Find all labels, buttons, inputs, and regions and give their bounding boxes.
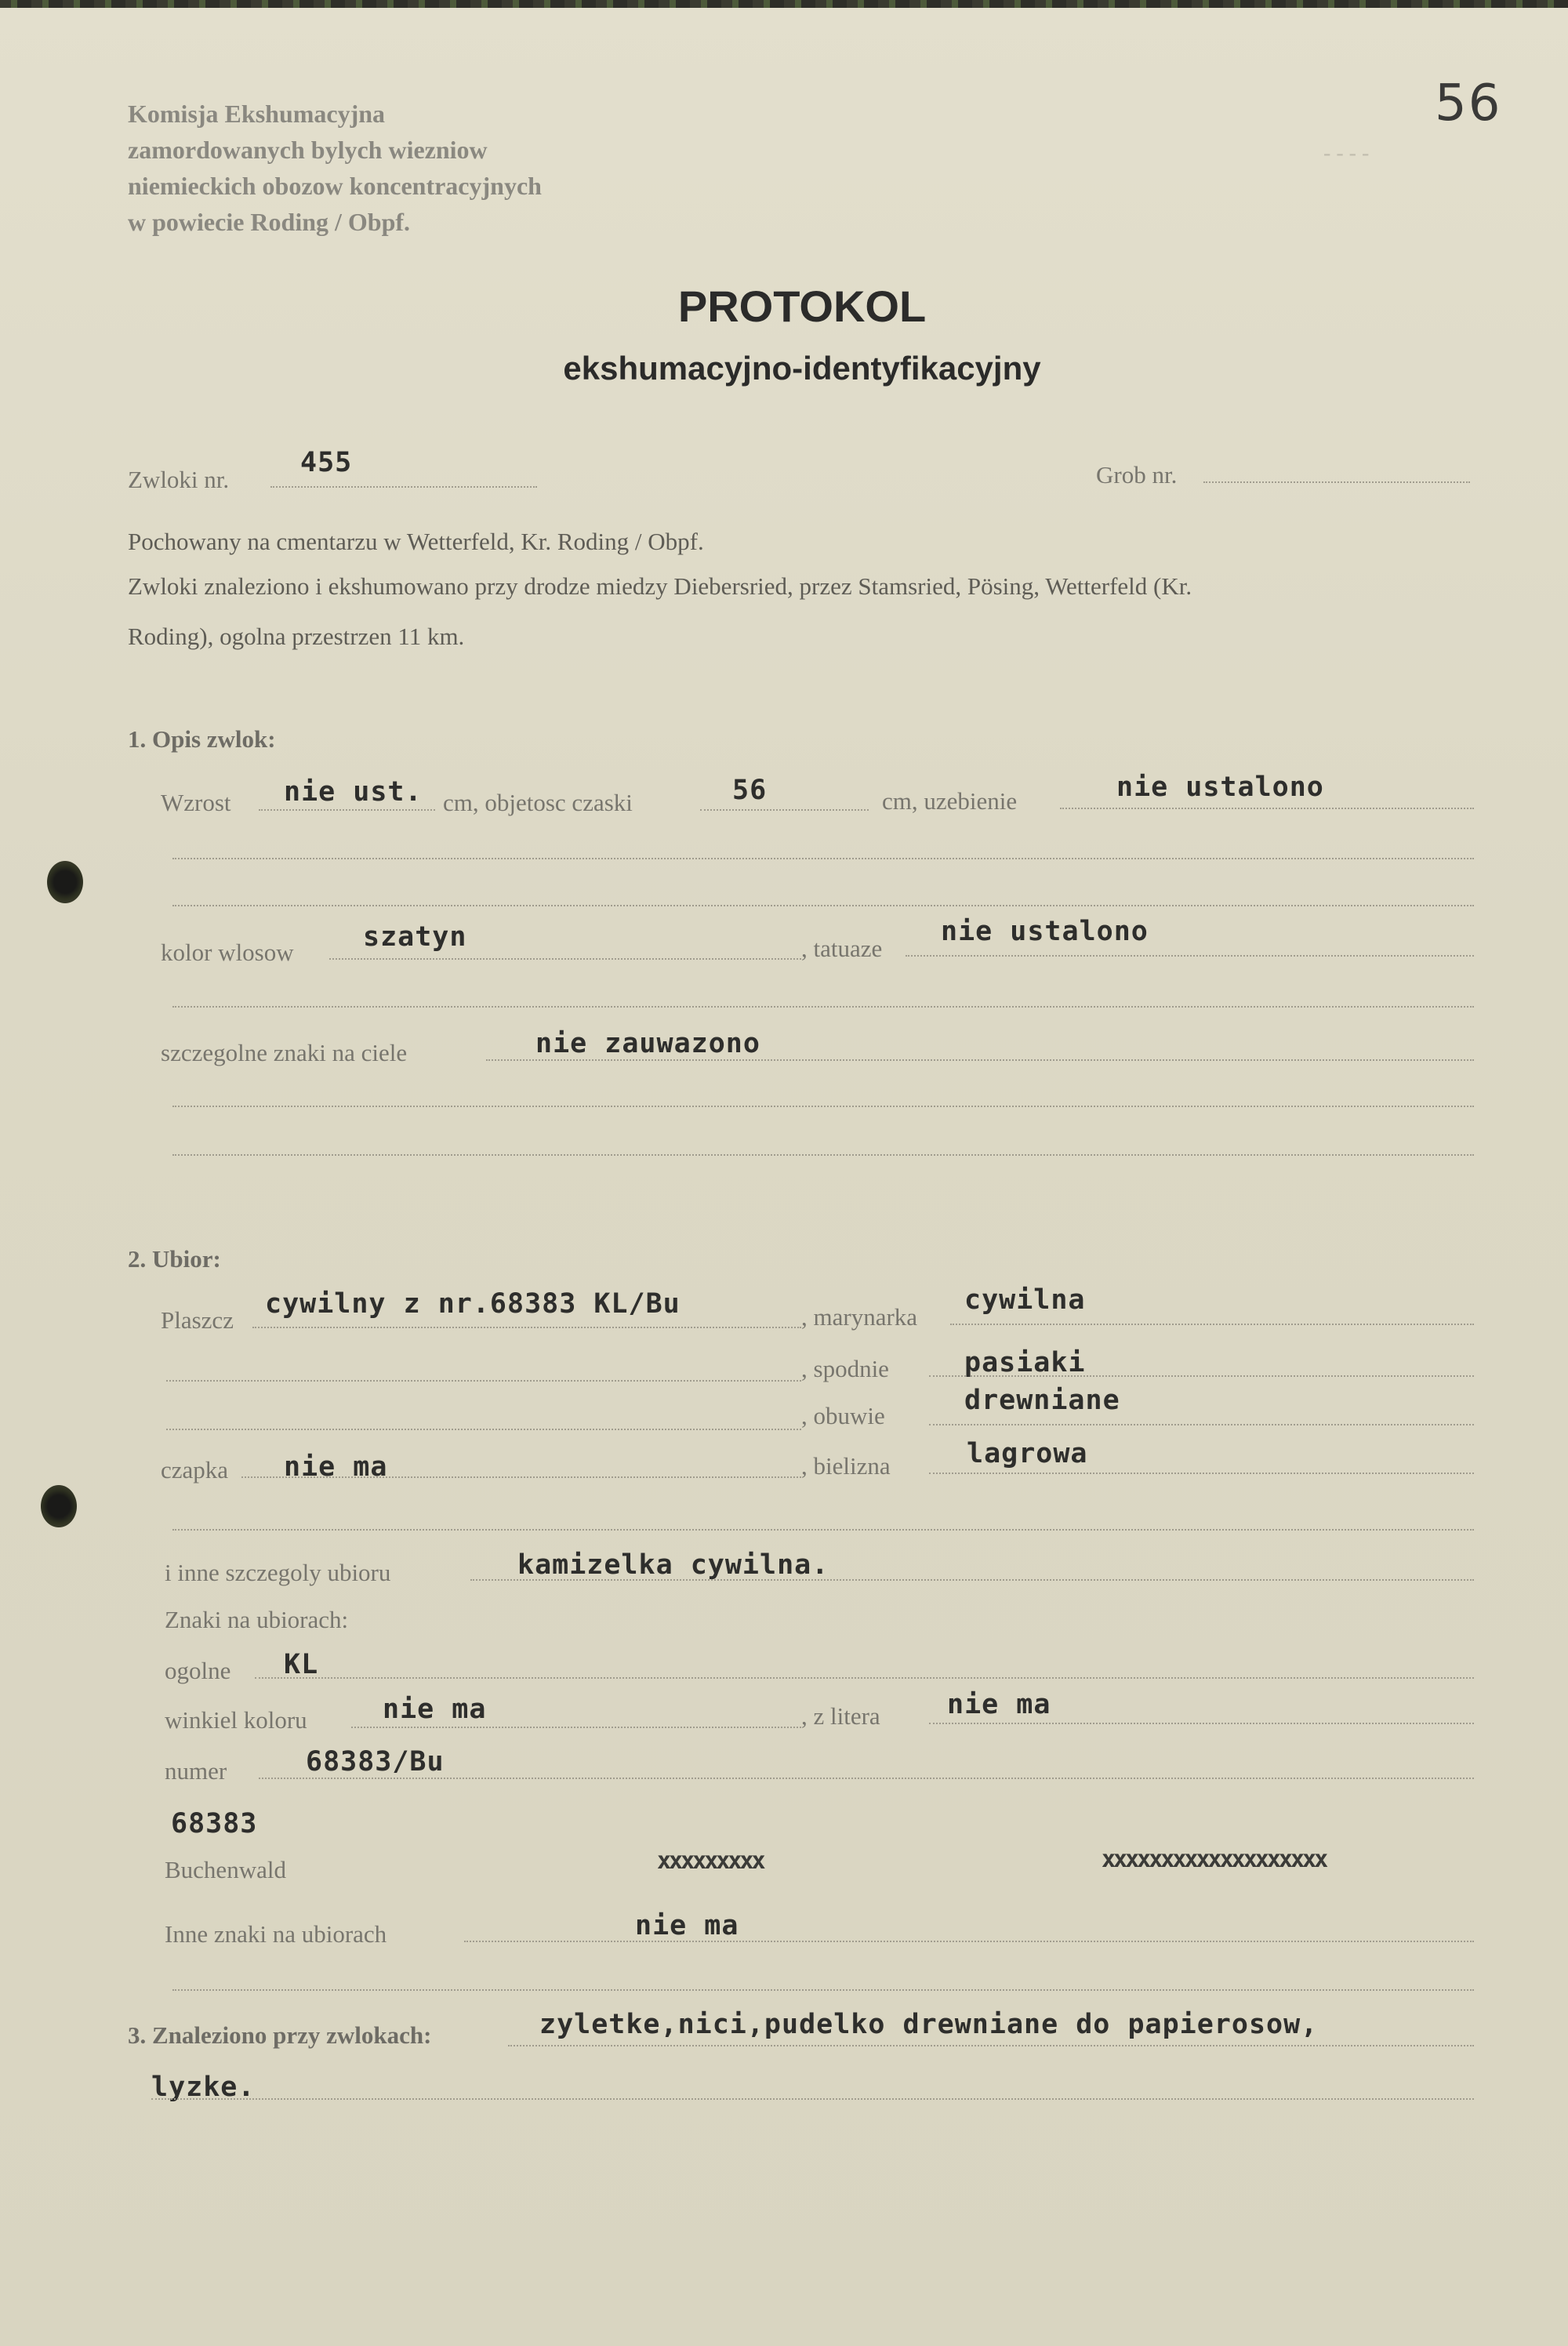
blank-line (166, 1429, 801, 1430)
header-line-3: niemieckich obozow koncentracyjnych (128, 172, 542, 200)
spodnie-label: , spodnie (801, 1355, 889, 1382)
bielizna-dotted-line (929, 1473, 1474, 1474)
struck-out-text-1: xxxxxxxxx (657, 1847, 764, 1875)
inne-szczegoly-value: kamizelka cywilna. (517, 1549, 829, 1581)
znaki-value: nie zauwazono (535, 1028, 760, 1059)
blank-line (172, 1154, 1474, 1156)
plaszcz-value: cywilny z nr.68383 KL/Bu (265, 1288, 681, 1320)
tatuaze-value: nie ustalono (941, 916, 1149, 947)
ogolne-dotted-line (255, 1677, 1474, 1679)
litera-label: , z litera (801, 1702, 880, 1730)
blank-line (172, 1989, 1474, 1991)
tatuaze-dotted-line (906, 955, 1474, 957)
wzrost-label: Wzrost (161, 789, 231, 816)
czapka-label: czapka (161, 1456, 229, 1484)
plaszcz-dotted-line (252, 1327, 801, 1328)
inne-znaki-label: Inne znaki na ubiorach (165, 1920, 387, 1948)
document-subtitle: ekshumacyjno-identyfikacyjny (563, 350, 1041, 387)
section-3-dotted-line (508, 2045, 1474, 2046)
plaszcz-label: Plaszcz (161, 1306, 234, 1334)
burial-place-text: Pochowany na cmentarzu w Wetterfeld, Kr. Roding / Obpf. (128, 528, 704, 555)
znaki-label: szczegolne znaki na ciele (161, 1039, 408, 1066)
ogolne-value: KL (284, 1649, 319, 1680)
wzrost-dotted-line (259, 809, 435, 811)
grob-label: Grob nr. (1096, 461, 1178, 488)
spodnie-value: pasiaki (964, 1347, 1086, 1378)
uzebienie-label: cm, uzebienie (882, 787, 1018, 815)
pencil-mark: - - - - (1323, 141, 1370, 165)
extra-prisoner-number: 68383 (171, 1808, 258, 1839)
zwloki-number: 455 (300, 447, 353, 478)
obuwie-dotted-line (929, 1424, 1474, 1425)
blank-line (172, 858, 1474, 859)
found-location-line-1: Zwloki znaleziono i ekshumowano przy drodze miedzy Diebersried, przez Stamsried, Pösing, Wetterfeld (Kr. (128, 572, 1192, 600)
bielizna-value: lagrowa (967, 1438, 1088, 1469)
blank-line (166, 1380, 801, 1382)
marynarka-label: , marynarka (801, 1303, 918, 1331)
binder-hole (41, 1485, 77, 1527)
header-line-1: Komisja Ekshumacyjna (128, 100, 386, 128)
found-items-line-2: lyzke. (151, 2072, 256, 2103)
wzrost-value: nie ust. (284, 776, 423, 808)
section-1-heading: 1. Opis zwlok: (128, 725, 276, 753)
binder-hole (47, 861, 83, 903)
blank-line (151, 2098, 1474, 2100)
marynarka-value: cywilna (964, 1284, 1086, 1316)
inne-znaki-value: nie ma (635, 1910, 739, 1941)
obuwie-value: drewniane (964, 1385, 1120, 1416)
numer-dotted-line (259, 1778, 1474, 1779)
czapka-value: nie ma (284, 1451, 388, 1483)
czaszka-value: 56 (732, 775, 768, 806)
zwloki-dotted-line (270, 486, 537, 488)
litera-dotted-line (929, 1723, 1474, 1724)
section-2-heading: 2. Ubior: (128, 1245, 221, 1273)
found-location-line-2: Roding), ogolna przestrzen 11 km. (128, 623, 465, 650)
znaki-dotted-line (486, 1059, 1474, 1061)
blank-line (172, 1006, 1474, 1008)
blank-line (172, 1106, 1474, 1107)
winkiel-dotted-line (351, 1727, 801, 1728)
obuwie-label: , obuwie (801, 1402, 885, 1429)
kolor-label: kolor wlosow (161, 939, 294, 966)
numer-value: 68383/Bu (306, 1746, 445, 1778)
inne-szczegoly-label: i inne szczegoly ubioru (165, 1559, 391, 1586)
kolor-dotted-line (329, 958, 801, 960)
header-line-2: zamordowanych bylych wiezniow (128, 136, 488, 164)
litera-value: nie ma (947, 1689, 1051, 1720)
czaszka-label: cm, objetosc czaski (443, 789, 633, 816)
struck-out-text-2: xxxxxxxxxxxxxxxxxxx (1102, 1846, 1327, 1873)
section-3-heading: 3. Znaleziono przy zwlokach: (128, 2021, 432, 2049)
zwloki-label: Zwloki nr. (128, 466, 230, 493)
znaki-ubiorach-label: Znaki na ubiorach: (165, 1606, 349, 1633)
header-line-4: w powiecie Roding / Obpf. (128, 208, 411, 236)
bielizna-label: , bielizna (801, 1452, 891, 1480)
czaszka-dotted-line (700, 809, 869, 811)
document-title: PROTOKOL (677, 281, 927, 331)
tatuaze-label: , tatuaze (801, 935, 883, 962)
top-edge-strip (0, 0, 1568, 8)
winkiel-label: winkiel koloru (165, 1706, 307, 1734)
ogolne-label: ogolne (165, 1657, 231, 1684)
numer-label: numer (165, 1757, 227, 1785)
commission-header (128, 96, 542, 240)
found-items-line-1: zyletke,nici,pudelko drewniane do papierosow, (539, 2009, 1319, 2040)
grob-dotted-line (1203, 481, 1470, 483)
buchenwald-label: Buchenwald (165, 1856, 286, 1883)
kolor-value: szatyn (363, 921, 467, 953)
blank-line (172, 905, 1474, 906)
blank-line (172, 1529, 1474, 1531)
uzebienie-dotted-line (1060, 808, 1474, 809)
marynarka-dotted-line (950, 1324, 1474, 1325)
winkiel-value: nie ma (383, 1694, 487, 1725)
inne-znaki-dotted-line (464, 1941, 1474, 1942)
uzebienie-value: nie ustalono (1116, 772, 1324, 803)
page-number: 56 (1435, 74, 1502, 133)
